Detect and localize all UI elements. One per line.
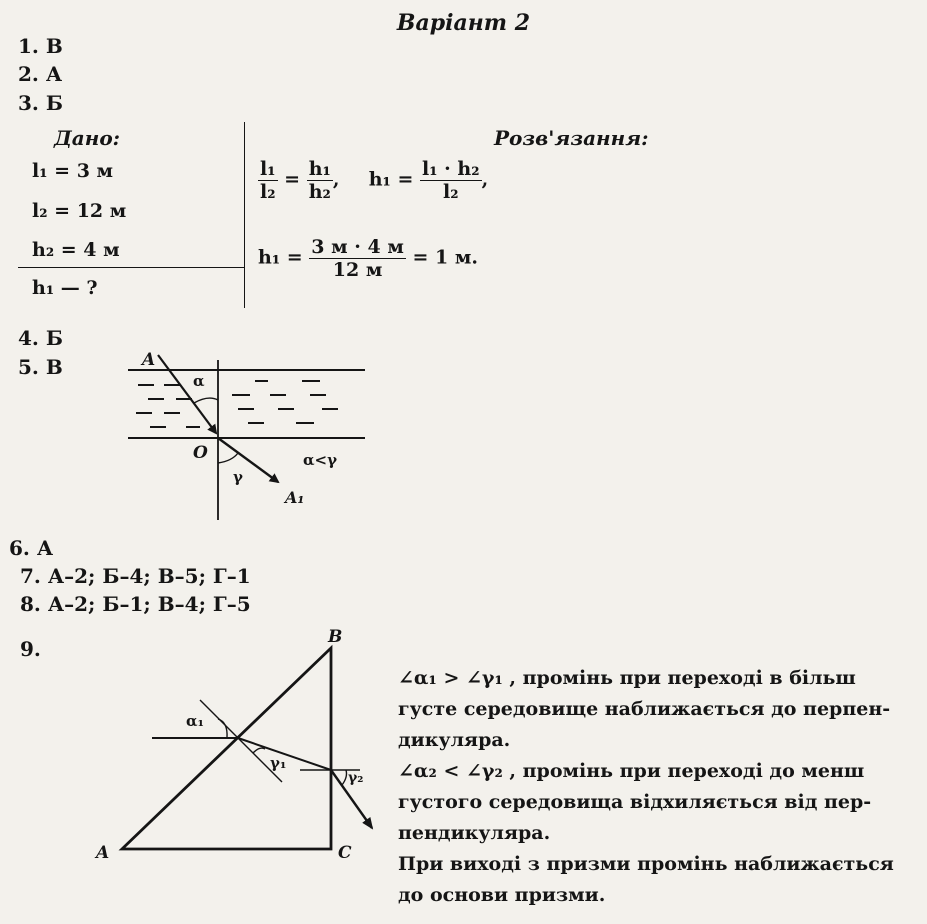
label-gamma: γ (233, 468, 243, 486)
explanation-line: дикуляра. (398, 729, 511, 751)
comma-2: , (481, 168, 489, 191)
answer-7: 7. А–2; Б–4; В–5; Г–1 (20, 564, 251, 588)
given-header: Дано: (54, 126, 121, 150)
alpha1-arc (218, 719, 227, 738)
answer-5: 5. В (18, 355, 63, 379)
label-alpha1: α₁ (186, 712, 205, 730)
formula-proportion (258, 158, 488, 203)
gamma2-arc (342, 770, 347, 785)
label-A1: A₁ (285, 488, 305, 507)
answer-4: 4. Б (18, 326, 63, 350)
explanation-line: густе середовище наближається до перпен- (398, 698, 891, 720)
label-relation: α<γ (303, 451, 338, 469)
equals-sign: = (284, 168, 301, 191)
answer-2: 2. А (18, 62, 63, 86)
label-A: A (142, 350, 156, 370)
page-title: Варіант 2 (396, 10, 531, 36)
water-hatch (136, 381, 338, 427)
label-C-prism: C (338, 843, 352, 862)
refraction-diagram (120, 345, 380, 525)
gamma-arc (218, 453, 238, 463)
explanation-line: пендикуляра. (398, 822, 551, 844)
gamma1-arc (253, 748, 265, 753)
prism-triangle (122, 648, 331, 849)
fraction-l1h2-l2: $\frac{\text{l₁ · h₂}}{\text{l₂}}$ (422, 158, 480, 203)
fraction-h1-h2: $\frac{\text{h₁}}{\text{h₂}}$ (308, 158, 331, 203)
given-l1: l₁ = 3 м (32, 160, 114, 182)
answer-6: 6. А (9, 536, 54, 560)
fraction-l1-l2: $\frac{\text{l₁}}{\text{l₂}}$ (260, 158, 276, 203)
incident-ray (158, 355, 216, 433)
answer-1: 1. В (18, 34, 63, 58)
formula-calculation (258, 236, 478, 281)
result: = 1 м. (412, 246, 478, 269)
explanation-line: до основи призми. (398, 884, 606, 906)
explanation-line: ∠α₂ < ∠γ₂ , промінь при переході до менш (398, 760, 865, 782)
answer-3: 3. Б (18, 91, 63, 115)
given-h2: h₂ = 4 м (32, 239, 120, 261)
answer-8: 8. А–2; Б–1; В–4; Г–5 (20, 592, 251, 616)
comma: , (332, 168, 340, 191)
given-l2: l₂ = 12 м (32, 200, 127, 222)
label-gamma1: γ₁ (270, 754, 287, 772)
vertical-divider (244, 122, 245, 308)
label-alpha: α (193, 372, 205, 390)
label-B-prism: B (328, 627, 343, 647)
label-O: O (193, 443, 208, 463)
fraction-calc: $\frac{3 м \cdot 4 м}{12 м}$ (311, 236, 404, 281)
explanation-9 (398, 663, 918, 911)
h1-label: h₁ = (368, 168, 414, 191)
solution-header: Розв'язання: (494, 126, 649, 150)
label-A-prism: A (96, 843, 110, 862)
unknown-h1: h₁ — ? (32, 277, 98, 299)
answer-9: 9. (20, 637, 41, 661)
explanation-line: ∠α₁ > ∠γ₁ , промінь при переході в більш (398, 667, 856, 689)
refracted-ray (218, 438, 278, 482)
prism-diagram (90, 622, 390, 862)
label-gamma2: γ₂ (348, 770, 364, 786)
h1-label-calc: h₁ = (258, 246, 303, 269)
given-divider (18, 267, 244, 268)
alpha-arc (194, 398, 218, 403)
explanation-line: густого середовища відхиляється від пер- (398, 791, 872, 813)
explanation-line: При виході з призми промінь наближається (398, 853, 894, 875)
